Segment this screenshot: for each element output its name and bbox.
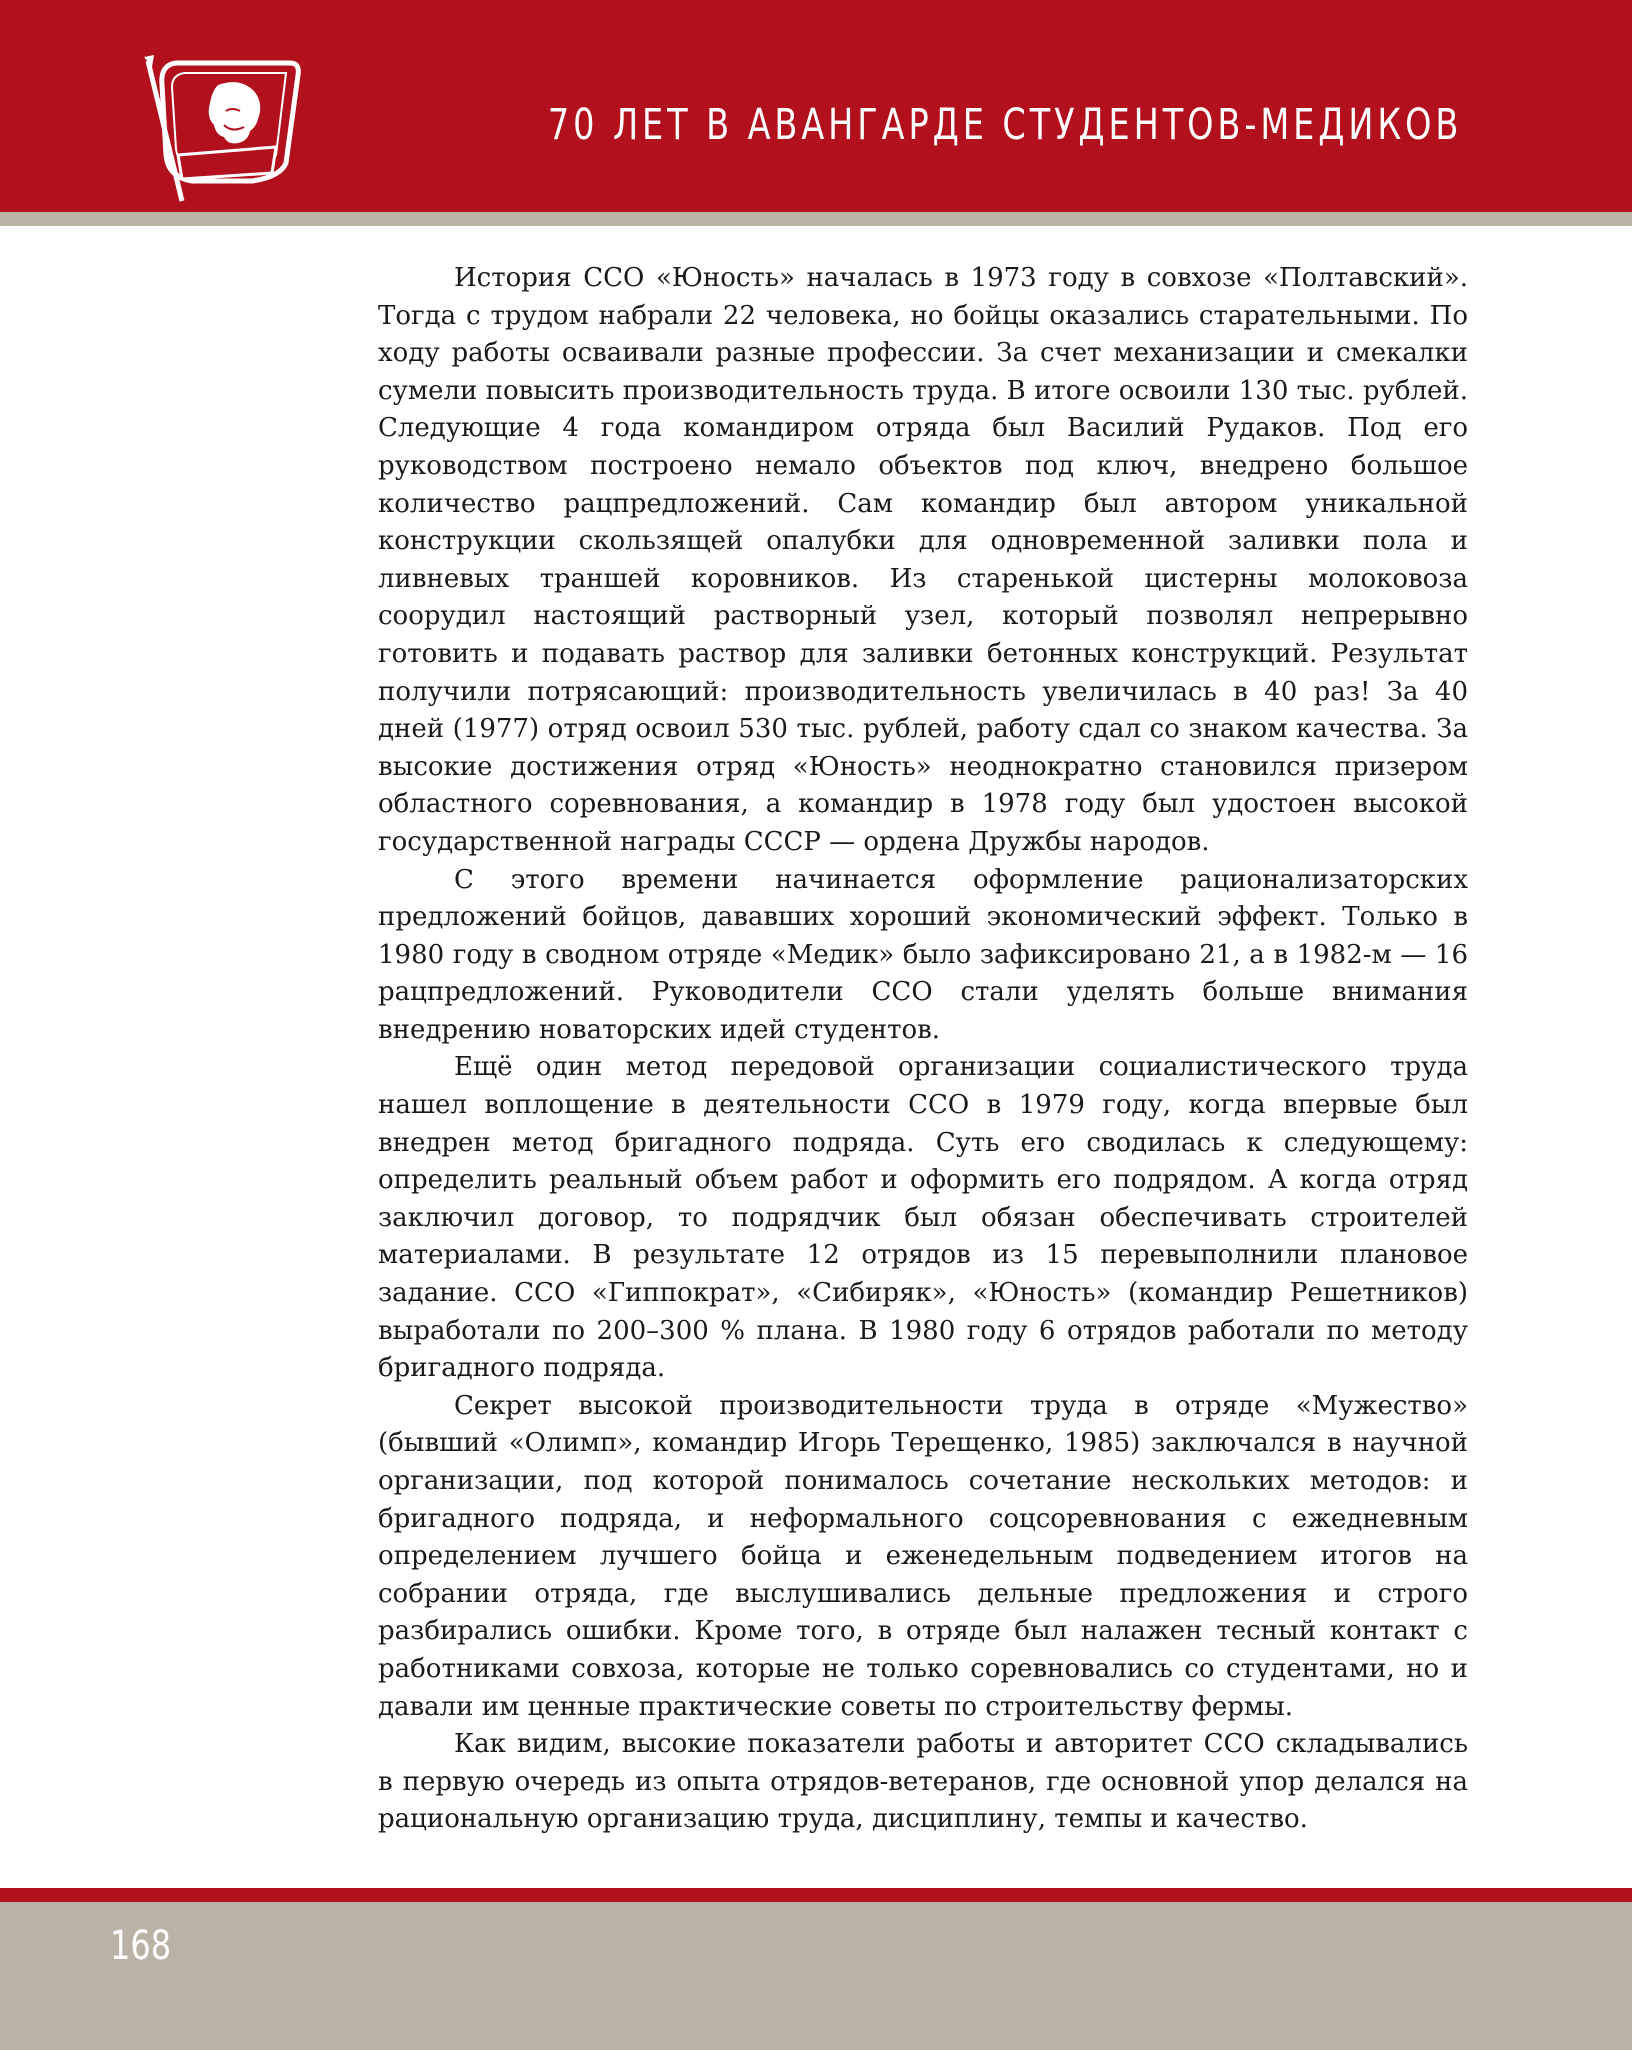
paragraph: Как видим, высокие показатели работы и авторитет ССО складывались в первую очередь из опыта отрядов-ветеранов, где основной упор делался на рациональную организацию труда, дисциплину, темпы и качество. (378, 1729, 1468, 1835)
page-number: 168 (110, 1923, 172, 1969)
paragraph: Ещё один метод передовой организации социалистического труда нашел воплощение в деятельности ССО в 1979 году, когда впервые был внедрен метод бригадного подряда. Суть его сводилась к следующему: определить реальный объем работ и оформить его подрядом. А когда отряд заключил договор, то подрядчик был обязан обеспечивать строителей материалами. В результате 12 отрядов из 15 перевыполнили плановое задание. ССО «Гиппократ», «Сибиряк», «Юность» (командир Решетников) выработали по 200–300 % плана. В 1980 году 6 отрядов работали по методу бригадного подряда. (378, 1052, 1468, 1384)
article-body (378, 260, 1468, 1839)
paragraph: История ССО «Юность» началась в 1973 году в совхозе «Полтавский». Тогда с трудом набрали 22 человека, но бойцы оказались старательными. По ходу работы осваивали разные профессии. За счет механизации и смекалки сумели повысить производительность труда. В итоге освоили 130 тыс. рублей. Следующие 4 года командиром отряда был Василий Рудаков. Под его руководством построено немало объектов под ключ, внедрено большое количество рацпредложений. Сам командир был автором уникальной конструкции скользящей опалубки для одновременной заливки пола и ливневых траншей коровников. Из старенькой цистерны молоковоза соорудил настоящий растворный узел, который позволял непрерывно готовить и подавать раствор для заливки бетонных конструкций. Результат получили потрясающий: производительность увеличилась в 40 раз! За 40 дней (1977) отряд освоил 530 тыс. рублей, работу сдал со знаком качества. За высокие достижения отряд «Юность» неоднократно становился призером областного соревнования, а командир в 1978 году был удостоен высокой государственной награды СССР — ордена Дружбы народов. (378, 263, 1468, 857)
page-header (0, 0, 1632, 212)
page-footer (0, 1902, 1632, 2050)
header-stripe (0, 212, 1632, 226)
book-title: 70 ЛЕТ В АВАНГАРДЕ СТУДЕНТОВ-МЕДИКОВ (547, 100, 1462, 150)
paragraph: С этого времени начинается оформление рационализаторских предложений бойцов, дававших хороший экономический эффект. Только в 1980 году в сводном отряде «Медик» было зафиксировано 21, а в 1982-м — 16 рацпредложений. Руководители ССО стали уделять больше внимания внедрению новаторских идей студентов. (378, 864, 1468, 1045)
footer-stripe (0, 1888, 1632, 1902)
vlksm-emblem-logo (140, 55, 310, 205)
paragraph: Секрет высокой производительности труда в отряде «Мужество» (бывший «Олимп», командир Игорь Терещенко, 1985) заключался в научной организации, под которой понималось сочетание нескольких методов: и бригадного подряда, и неформального соцсоревнования с ежедневным определением лучшего бойца и еженедельным подведением итогов на собрании отряда, где выслушивались дельные предложения и строго разбирались ошибки. Кроме того, в отряде был налажен тесный контакт с работниками совхоза, которые не только соревновались со студентами, но и давали им ценные практические советы по строительству фермы. (378, 1390, 1468, 1722)
